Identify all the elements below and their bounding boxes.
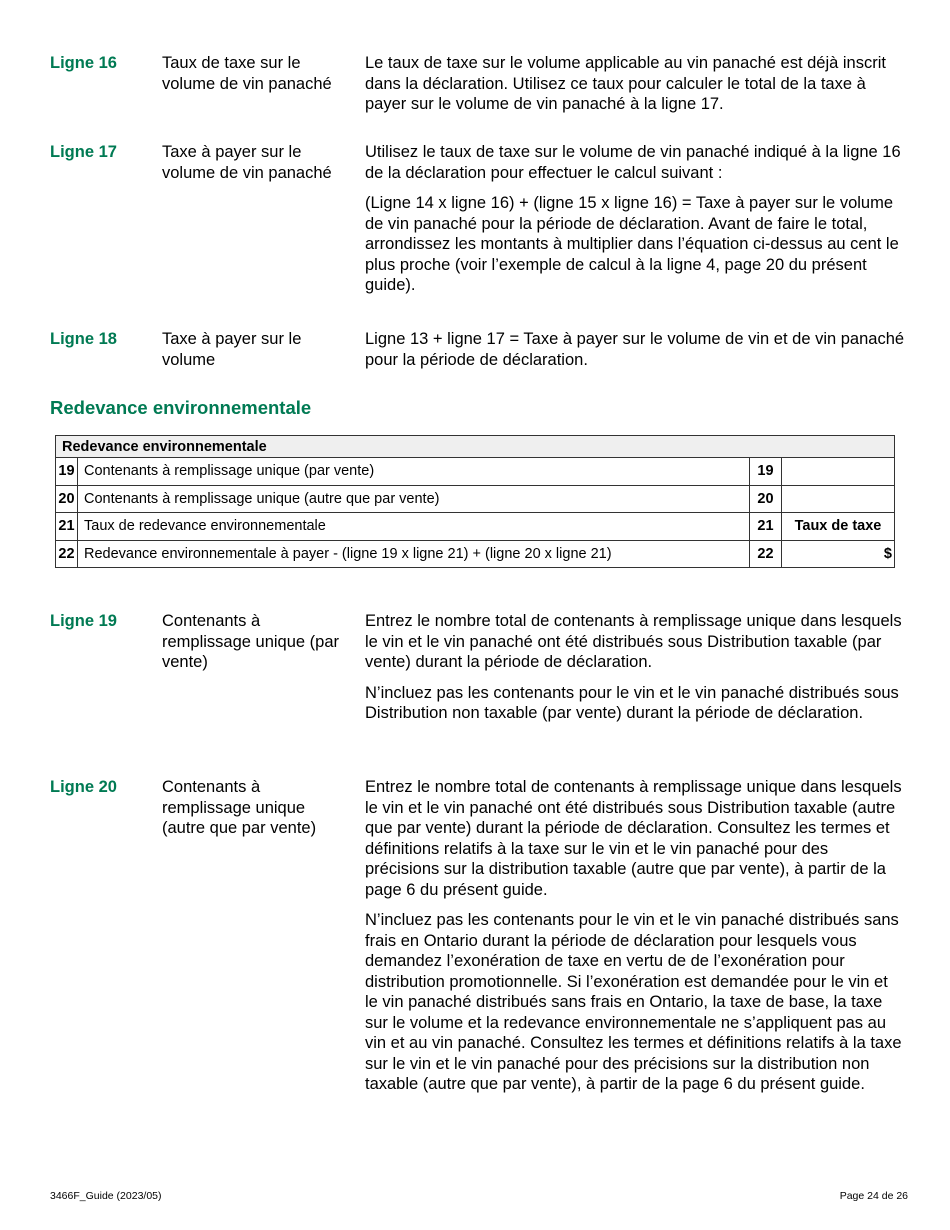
line-description <box>365 53 905 125</box>
line-number-right: 22 <box>750 540 782 568</box>
line-number: 19 <box>56 458 78 486</box>
footer-page-number: Page 24 de 26 <box>839 1190 908 1202</box>
line-number: 22 <box>56 540 78 568</box>
line-label: Ligne 17 <box>50 143 117 161</box>
table-header: Redevance environnementale <box>56 436 895 458</box>
table-row <box>56 485 895 513</box>
line-name: Taxe à payer sur le volume <box>162 330 302 369</box>
row-label: Redevance environnementale à payer - (ligne 19 x ligne 21) + (ligne 20 x ligne 21) <box>78 540 750 568</box>
paragraph: N’incluez pas les contenants pour le vin et le vin panaché distribués sous Distribution non taxable (par vente) durant la période de déclaration. <box>365 683 899 722</box>
line-name: Taux de taxe sur le volume de vin panaché <box>162 54 332 93</box>
line-description <box>365 777 905 1105</box>
paragraph: Entrez le nombre total de contenants à remplissage unique dans lesquels le vin et le vin panaché ont été distribués sous Distribution taxable (autre que par vente) durant la période de déclaration. Consultez les termes et définitions relatifs à la taxe sur le vin et le vin panaché pour des précisions sur la distribution taxable (autre que par vente), à partir de la page 6 du présent guide. <box>365 778 902 899</box>
line-label: Ligne 16 <box>50 54 117 72</box>
amount-cell[interactable]: $ <box>782 540 895 568</box>
line-name: Taxe à payer sur le volume de vin panaché <box>162 143 332 182</box>
row-label: Taux de redevance environnementale <box>78 513 750 541</box>
line-number-right: 20 <box>750 485 782 513</box>
value-cell[interactable] <box>782 458 895 486</box>
row-label: Contenants à remplissage unique (par vente) <box>78 458 750 486</box>
paragraph: Entrez le nombre total de contenants à remplissage unique dans lesquels le vin et le vin panaché ont été distribués sous Distribution taxable (par vente) durant la période de déclaration. <box>365 612 902 671</box>
line-description <box>365 611 905 734</box>
paragraph: (Ligne 14 x ligne 16) + (ligne 15 x ligne 16) = Taxe à payer sur le volume de vin panaché pour la période de déclaration. Avant de faire le total, arrondissez les montants à multiplier dans l’équation ci-dessus au cent le plus proche (voir l’exemple de calcul à la ligne 4, page 20 du présent guide). <box>365 194 899 294</box>
line-label: Ligne 18 <box>50 330 117 348</box>
line-number: 20 <box>56 485 78 513</box>
table-row <box>56 458 895 486</box>
line-number: 21 <box>56 513 78 541</box>
line-name: Contenants à remplissage unique (autre que par vente) <box>162 778 317 837</box>
line-description <box>365 142 905 306</box>
table-row <box>56 540 895 568</box>
line-description <box>365 329 905 380</box>
row-label: Contenants à remplissage unique (autre que par vente) <box>78 485 750 513</box>
paragraph: N’incluez pas les contenants pour le vin et le vin panaché distribués sans frais en Ontario durant la période de déclaration pour lesquels vous demandez l’exonération de taxe en vertu de de l’exonération pour distribution promotionnelle. Si l’exonération est demandée pour le vin et le vin panaché distribués sans frais en Ontario, la taxe de base, la taxe sur le volume et la redevance environnementale ne s’appliquent pas au vin et au vin panaché. Consultez les termes et définitions relatifs à la taxe sur le vin et le vin panaché pour des précisions sur la distribution non taxable (autre que par vente), à partir de la page 6 du présent guide. <box>365 911 902 1093</box>
footer-form-id: 3466F_Guide (2023/05) <box>50 1190 162 1202</box>
paragraph: Le taux de taxe sur le volume applicable au vin panaché est déjà inscrit dans la déclaration. Utilisez ce taux pour calculer le total de la taxe à payer sur le volume de vin panaché à la ligne 17. <box>365 54 886 113</box>
table-row <box>56 513 895 541</box>
paragraph: Ligne 13 + ligne 17 = Taxe à payer sur le volume de vin et de vin panaché pour la période de déclaration. <box>365 330 905 369</box>
line-number-right: 21 <box>750 513 782 541</box>
line-label: Ligne 19 <box>50 612 117 630</box>
line-name: Contenants à remplissage unique (par vente) <box>162 612 340 671</box>
line-number-right: 19 <box>750 458 782 486</box>
paragraph: Utilisez le taux de taxe sur le volume de vin panaché indiqué à la ligne 16 de la déclaration pour effectuer le calcul suivant : <box>365 143 901 182</box>
value-cell[interactable] <box>782 485 895 513</box>
section-heading: Redevance environnementale <box>50 397 312 418</box>
tax-rate-cell: Taux de taxe <box>782 513 895 541</box>
line-label: Ligne 20 <box>50 778 117 796</box>
table-header-row <box>56 436 895 458</box>
environmental-levy-form-table <box>55 435 895 568</box>
